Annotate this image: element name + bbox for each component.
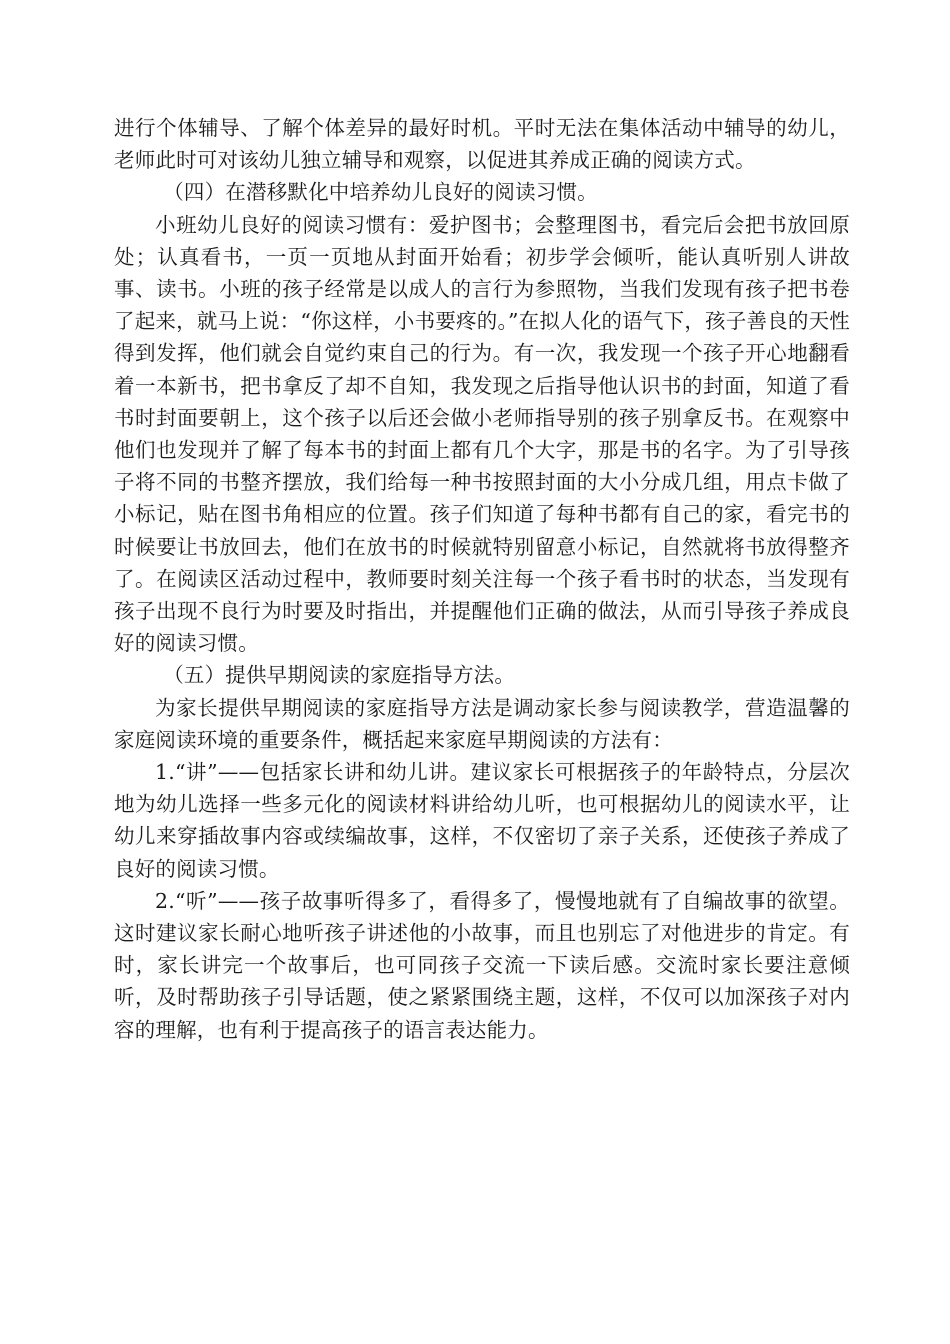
- paragraph-reading-habits: 小班幼儿良好的阅读习惯有：爱护图书；会整理图书，看完后会把书放回原处；认真看书，一页一页地从封面开始看；初步学会倾听，能认真听别人讲故事、读书。小班的孩子经常是以成人的言行为参照物，当我们发现有孩子把书卷了起来，就马上说：“你这样，小书要疼的。”在拟人化的语气下，孩子善良的天性得到发挥，他们就会自觉约束自己的行为。有一次，我发现一个孩子开心地翻看着一本新书，把书拿反了却不自知，我发现之后指导他认识书的封面，知道了看书时封面要朝上，这个孩子以后还会做小老师指导别的孩子别拿反书。在观察中他们也发现并了解了每本书的封面上都有几个大字，那是书的名字。为了引导孩子将不同的书整齐摆放，我们给每一种书按照封面的大小分成几组，用点卡做了小标记，贴在图书角相应的位置。孩子们知道了每种书都有自己的家，看完书的时候要让书放回去，他们在放书的时候就特别留意小标记，自然就将书放得整齐了。在阅读区活动过程中，教师要时刻关注每一个孩子看书时的状态，当发现有孩子出现不良行为时要及时指出，并提醒他们正确的做法，从而引导孩子养成良好的阅读习惯。: [114, 212, 850, 656]
- list-item-listen: 2.“听”——孩子故事听得多了，看得多了，慢慢地就有了自编故事的欲望。这时建议家长耐心地听孩子讲述他的小故事，而且也别忘了对他进步的肯定。有时，家长讲完一个故事后，也可同孩子交流一下读后感。交流时家长要注意倾听，及时帮助孩子引导话题，使之紧紧围绕主题，这样，不仅可以加深孩子对内容的理解，也有利于提高孩子的语言表达能力。: [114, 888, 850, 1042]
- section-heading-five: （五）提供早期阅读的家庭指导方法。: [163, 663, 516, 688]
- paragraph-family-guidance-intro: 为家长提供早期阅读的家庭指导方法是调动家长参与阅读教学，营造温馨的家庭阅读环境的重要条件，概括起来家庭早期阅读的方法有：: [114, 695, 850, 752]
- section-heading-four: （四）在潜移默化中培养幼儿良好的阅读习惯。: [163, 180, 598, 205]
- document-body: [114, 112, 850, 1046]
- paragraph-individual-guidance: 进行个体辅导、了解个体差异的最好时机。平时无法在集体活动中辅导的幼儿，老师此时可对该幼儿独立辅导和观察，以促进其养成正确的阅读方式。: [114, 116, 850, 173]
- list-item-speak: 1.“讲”——包括家长讲和幼儿讲。建议家长可根据孩子的年龄特点，分层次地为幼儿选择一些多元化的阅读材料讲给幼儿听，也可根据幼儿的阅读水平，让幼儿来穿插故事内容或续编故事，这样，不仅密切了亲子关系，还使孩子养成了良好的阅读习惯。: [114, 760, 850, 881]
